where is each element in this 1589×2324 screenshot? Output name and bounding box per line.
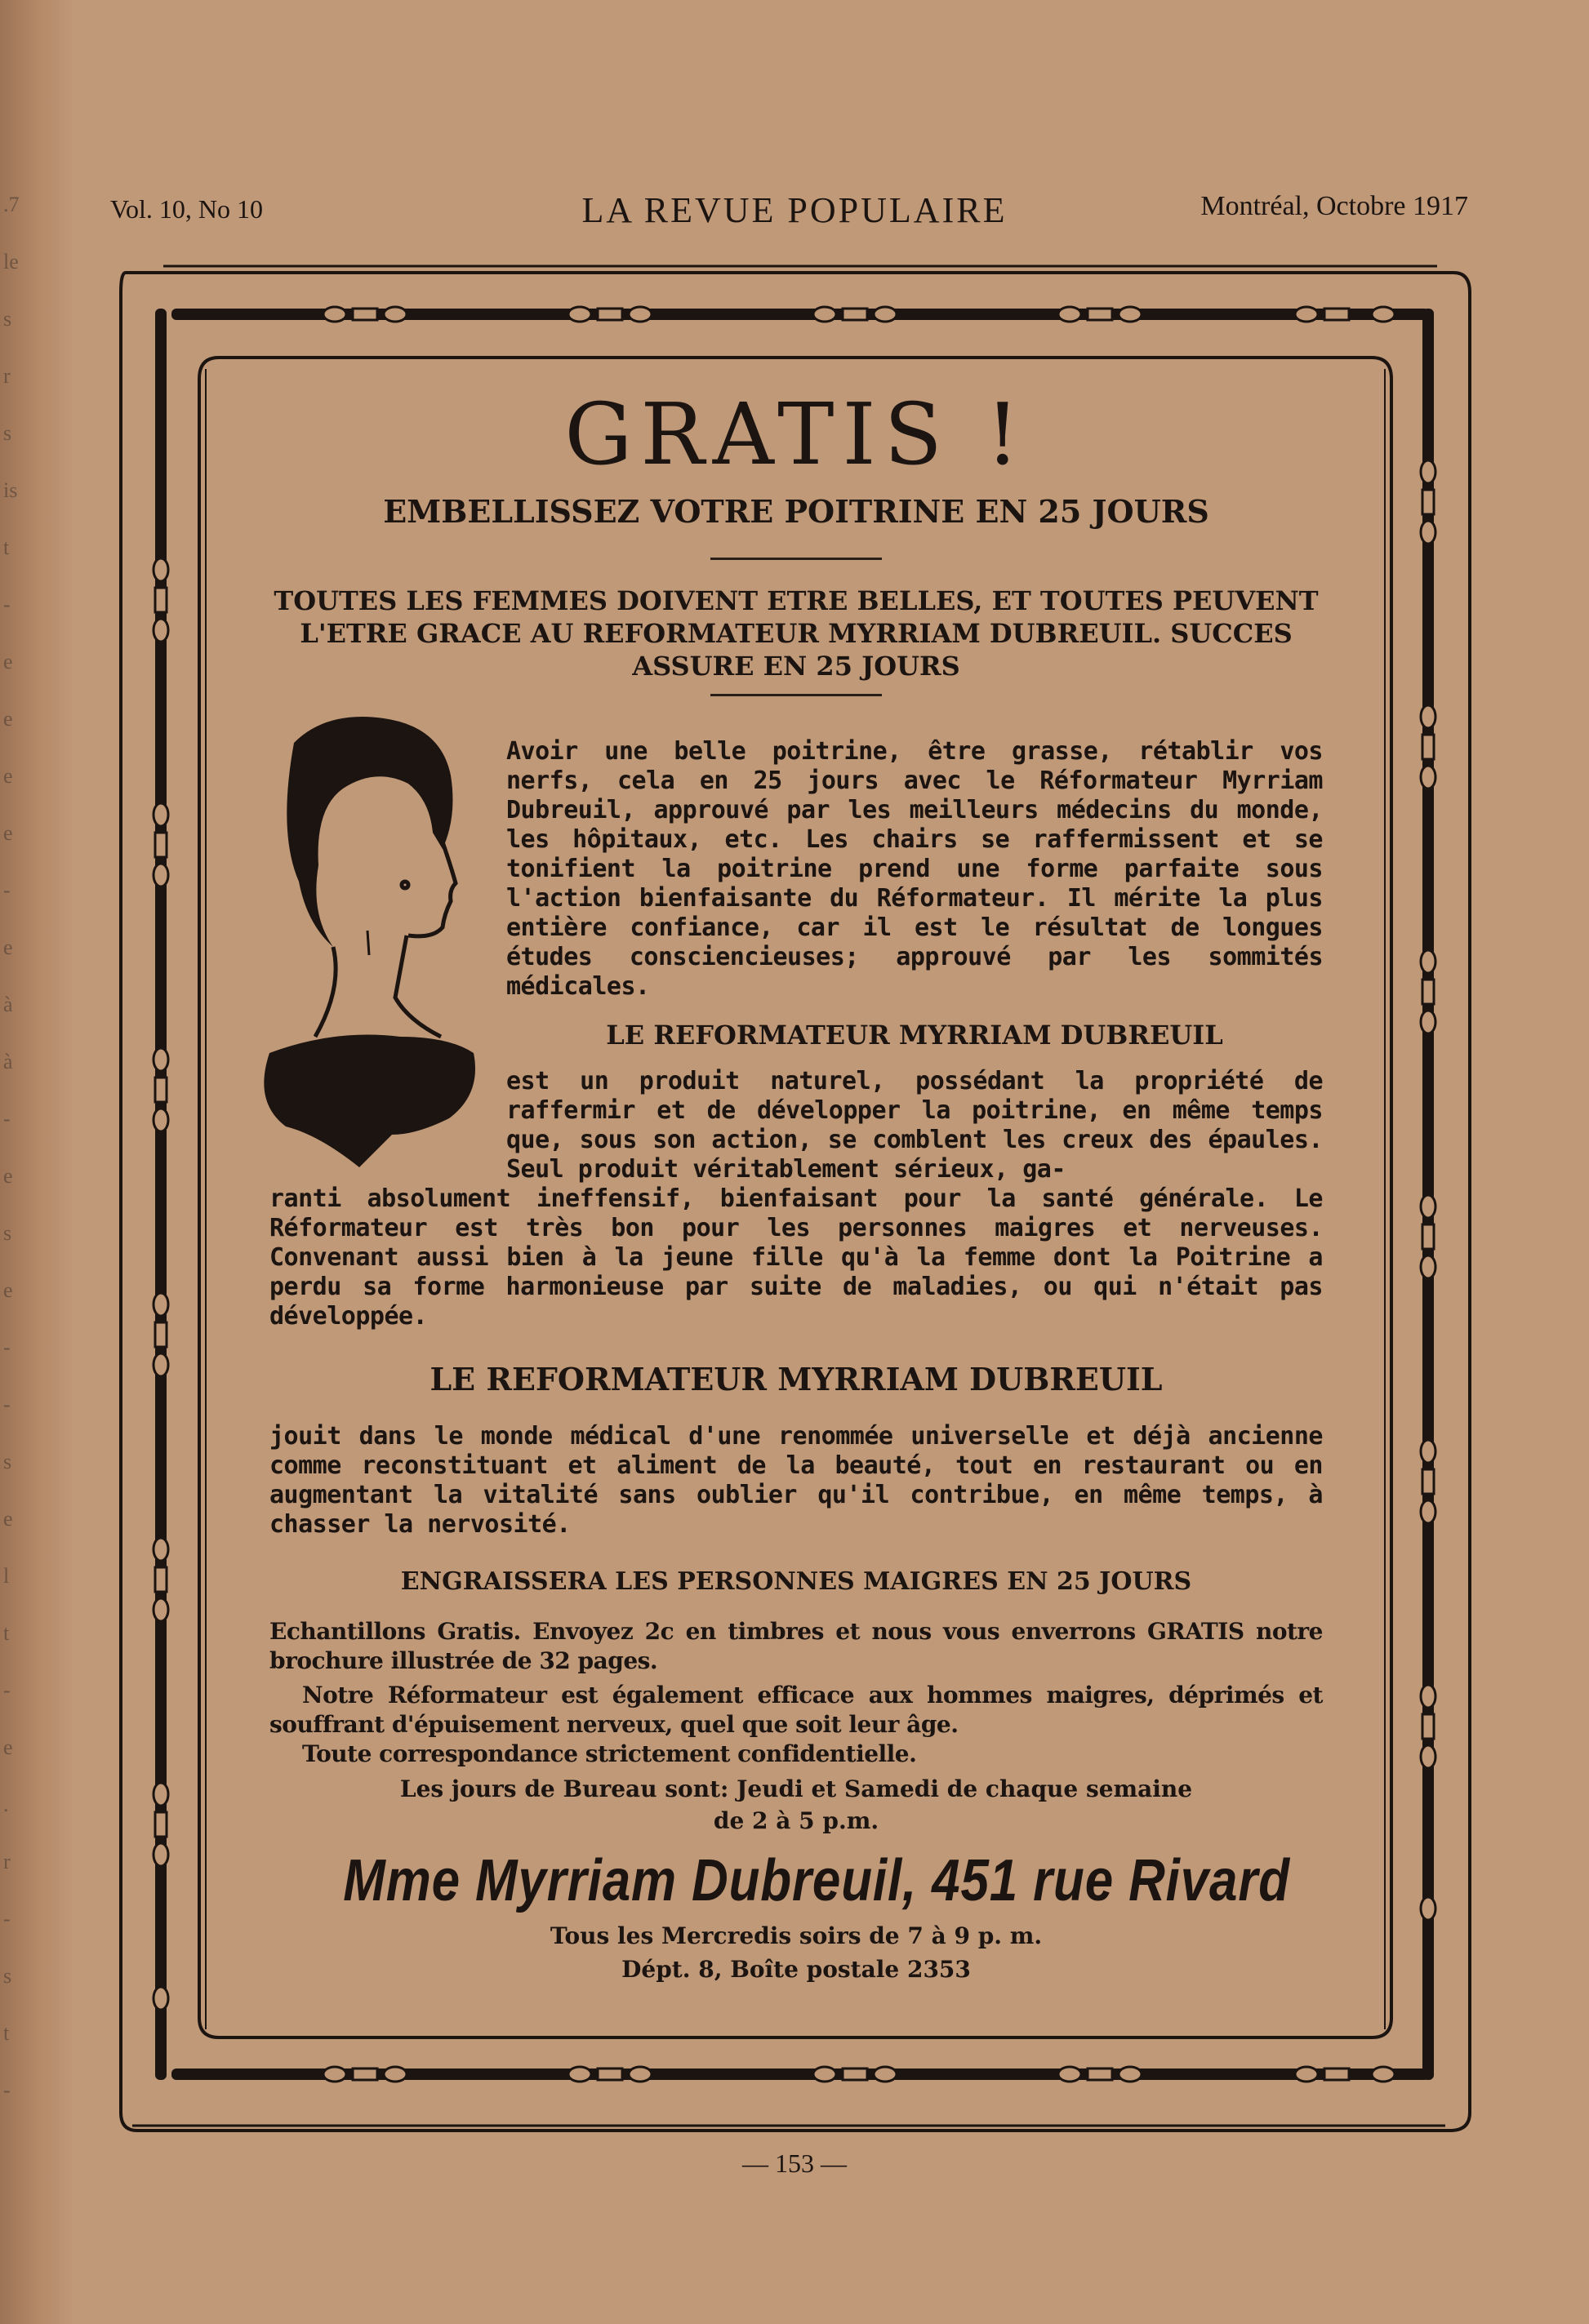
margin-fragment: s <box>3 1221 12 1245</box>
margin-fragment: - <box>3 593 11 616</box>
margin-fragment: s <box>3 421 12 445</box>
margin-fragment: e <box>3 1507 13 1531</box>
margin-fragment: e <box>3 764 13 788</box>
page-header <box>0 186 1589 235</box>
paragraph-renown: jouit dans le monde médical d'une renommée universelle et déjà ancienne comme reconstituant et aliment de la beauté, tout en restaurant ou en augmentant la vitalité sans oublier qu'il contribue, en même temps, à chasser la nervosité. <box>269 1422 1323 1539</box>
ad-subtitle: EMBELLISSEZ VOTRE POITRINE EN 25 JOURS <box>383 493 1209 530</box>
postal-address: Dépt. 8, Boîte postale 2353 <box>621 1956 971 1983</box>
margin-fragment: e <box>3 650 13 673</box>
evening-hours: Tous les Mercredis soirs de 7 à 9 p. m. <box>550 1922 1043 1949</box>
volume-number: Vol. 10, No 10 <box>110 194 263 224</box>
margin-fragment: e <box>3 707 13 731</box>
paragraph-confidential: Toute correspondance strictement confidentielle. <box>302 1740 917 1767</box>
margin-fragment: r <box>3 1850 11 1873</box>
paragraph-product-cont: ranti absolument ineffensif, bienfaisant pour la santé générale. Le Réformateur est très bon pour les personnes maigres et nerveuses. Convenant aussi bien à la jeune fille qu'à la femme dont la Poitrine a perdu sa forme harmonieuse par suite de maladies, ou qui n'était pas développée. <box>269 1184 1323 1331</box>
margin-fragment: - <box>3 1107 11 1131</box>
margin-fragment: e <box>3 1278 13 1302</box>
margin-fragment: - <box>3 1907 11 1931</box>
woman-portrait-icon <box>237 710 482 1167</box>
paragraph-men: Notre Réformateur est également efficace aux hommes maigres, déprimés et souffrant d'épuisement nerveux, quel que soit leur âge. <box>269 1682 1323 1738</box>
section-heading: LE REFORMATEUR MYRRIAM DUBREUIL <box>430 1361 1163 1398</box>
page-number: — 153 — <box>742 2148 847 2178</box>
margin-fragment: - <box>3 1393 11 1416</box>
margin-fragment: l <box>3 1564 10 1588</box>
margin-fragment: e <box>3 1164 13 1188</box>
margin-fragment: - <box>3 1335 11 1359</box>
publication-title: LA REVUE POPULAIRE <box>581 190 1008 230</box>
paragraph-intro: Avoir une belle poitrine, être grasse, rétablir vos nerfs, cela en 25 jours avec le Réformateur Myrriam Dubreuil, approuvé par les meilleurs médecins du monde, les hôpitaux, etc. Les chairs se raffermissent et se tonifient la poitrine prend une forme parfaite sous l'action bienfaisante du Réformateur. Il mérite la plus entière confiance, car il est le résultat de longues études consciencieuses; approuvé par les sommités médicales. <box>506 737 1323 1001</box>
margin-fragment: à <box>3 1050 13 1073</box>
margin-fragment: s <box>3 1450 12 1473</box>
issue-date: Montréal, Octobre 1917 <box>1200 191 1468 221</box>
ad-headline: GRATIS ! <box>564 384 1028 484</box>
divider <box>710 558 882 560</box>
office-hours-time: de 2 à 5 p.m. <box>713 1807 879 1834</box>
margin-fragment: is <box>3 478 18 502</box>
margin-fragment: s <box>3 307 12 331</box>
ad-subheading: TOUTES LES FEMMES DOIVENT ETRE BELLES, ET TOUTES PEUVENT L'ETRE GRACE AU REFORMATEUR MYRRIAM DUBREUIL. SUCCES ASSURE EN 25 JOURS <box>274 585 1319 682</box>
divider <box>710 694 882 696</box>
paragraph-samples: Echantillons Gratis. Envoyez 2c en timbres et nous vous enverrons GRATIS notre brochure illustrée de 32 pages. <box>269 1618 1323 1674</box>
margin-fragment: r <box>3 364 11 388</box>
margin-fragment: - <box>3 2078 11 2102</box>
margin-fragment: à <box>3 993 13 1016</box>
margin-fragment: . <box>3 1793 9 1816</box>
paragraph-product: est un produit naturel, possédant la propriété de raffermir et de développer la poitrine, en même temps que, sous son action, se comblent les creux des épaules. Seul produit véritablement sérieux, ga- <box>506 1067 1323 1184</box>
margin-fragment: - <box>3 1678 11 1702</box>
section-heading: LE REFORMATEUR MYRRIAM DUBREUIL <box>606 1020 1223 1051</box>
margin-fragment: t <box>3 1621 10 1645</box>
margin-fragment: .7 <box>3 193 20 216</box>
margin-fragment: t <box>3 2021 10 2045</box>
office-hours: Les jours de Bureau sont: Jeudi et Samedi de chaque semaine <box>399 1775 1193 1802</box>
margin-fragment: s <box>3 1964 12 1988</box>
margin-fragment: t <box>3 535 10 559</box>
margin-fragment: - <box>3 878 11 902</box>
margin-fragment: e <box>3 821 13 845</box>
margin-fragment: le <box>3 250 19 273</box>
advertiser-signature: Mme Myrriam Dubreuil, 451 rue Rivard <box>343 1848 1290 1913</box>
margin-fragment: e <box>3 935 13 959</box>
margin-fragment: e <box>3 1735 13 1759</box>
advertisement-body <box>269 384 1323 2024</box>
section-heading: ENGRAISSERA LES PERSONNES MAIGRES EN 25 JOURS <box>400 1567 1192 1596</box>
